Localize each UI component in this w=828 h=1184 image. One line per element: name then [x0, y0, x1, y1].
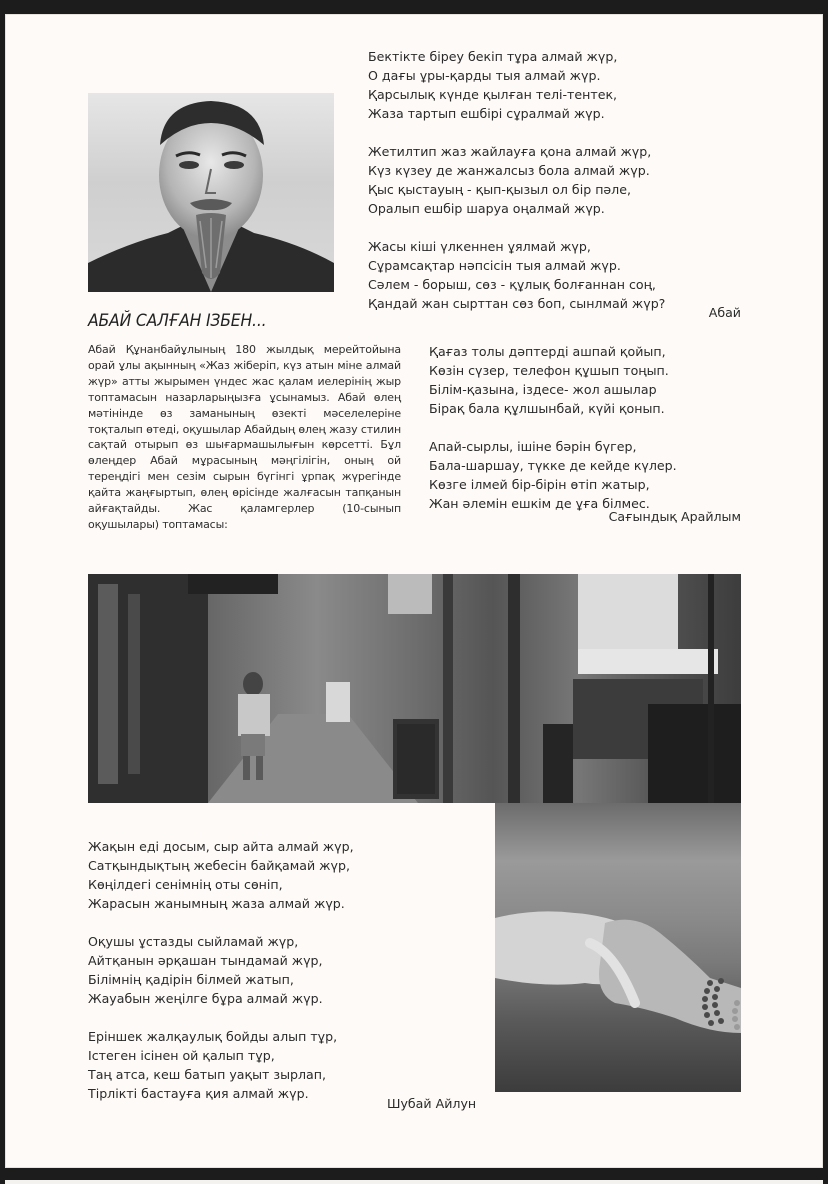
poem-line: Күз күзеу де жанжалсыз бола алмай жүр. — [368, 163, 650, 178]
poem-line: Таң атса, кеш батып уақыт зырлап, — [88, 1067, 327, 1082]
poem-line: Сұрамсақтар нәпсісін тыя алмай жүр. — [368, 258, 621, 273]
street-scene-icon — [88, 574, 741, 803]
poem-line: Көзге ілмей бір-бірін өтіп жатыр, — [429, 477, 650, 492]
article-heading: АБАЙ САЛҒАН ІЗБЕН... — [88, 311, 267, 331]
poem-line: Бірақ бала құлшынбай, күйі қонып. — [429, 401, 665, 416]
portrait-illustration-icon — [88, 93, 334, 292]
poem-line: Жарасын жанымның жаза алмай жүр. — [88, 896, 345, 911]
poem-line: Апай-сырлы, ішіне бәрін бүгер, — [429, 439, 637, 454]
poem-line: Сатқындықтың жебесін байқамай жүр, — [88, 858, 350, 873]
holding-hands-icon — [495, 803, 741, 1092]
article-intro: Абай Құнанбайұлының 180 жылдық мерейтойына орай ұлы ақынның «Жаз жіберіп, күз атын міне алмай жүр» атты жырымен үндес жас қалам иелерінің жыр топтамасын назарларыңызға ұсынамыз. Абай өлең мәтінінде өз заманының өзекті мәселелеріне тоқталып өтеді, оқушылар Абайдың өлең жазу стилин сақтай отырып өз шығармашылығын көрсетті. Бұл өлеңдер Абай мұрасының мәңгілігін, оның ой тереңдігі мен сезім сырын бүгінгі ұрпақ жүрегінде қайта жаңғыртып, өлең өрісінде жалғасын тапқанын айғақтайды. Жас қаламгерлер (10-сынып оқушылары) топтамасы: — [88, 343, 401, 531]
poem-line: Айтқанын әрқашан тындамай жүр, — [88, 953, 323, 968]
poem-abai — [368, 47, 665, 313]
poem-stanza — [368, 47, 665, 123]
poem-line: Жасы кіші үлкеннен ұялмай жүр, — [368, 239, 591, 254]
poem-stanza — [88, 1027, 354, 1103]
poem-line: Қарсылық күнде қылған телі-тентек, — [368, 87, 618, 102]
poem-line: Қандай жан сырттан сөз боп, сынлмай жүр? — [368, 296, 666, 311]
poem-line: Сәлем - борыш, сөз - құлық болғаннан соң, — [368, 277, 656, 292]
poem-line: О дағы ұры-қарды тыя алмай жүр. — [368, 68, 601, 83]
poem-stanza — [429, 342, 677, 418]
poem-stanza — [88, 932, 354, 1008]
poem-line: Қағаз толы дәптерді ашпай қойып, — [429, 344, 666, 359]
poem-line: Жаза тартып ешбірі сұралмай жүр. — [368, 106, 605, 121]
poem-line: Оқушы ұстазды сыйламай жүр, — [88, 934, 299, 949]
hands-photo — [495, 803, 741, 1092]
poem-line: Жауабын жеңілге бұра алмай жүр. — [88, 991, 323, 1006]
poem-line: Жақын еді досым, сыр айта алмай жүр, — [88, 839, 354, 854]
poem-stanza — [368, 142, 665, 218]
poem-line: Жан әлемін ешкім де ұға білмес. — [429, 496, 650, 511]
poem-line: Көңілдегі сенімнің оты сөніп, — [88, 877, 283, 892]
street-photo — [88, 574, 741, 803]
poem-line: Білімнің қадірін білмей жатып, — [88, 972, 294, 987]
portrait-image — [88, 93, 334, 292]
poem-arailym — [429, 342, 677, 513]
poem-ailun — [88, 837, 354, 1103]
poem-stanza — [429, 437, 677, 513]
poem-line: Жетилтип жаз жайлауға қона алмай жүр, — [368, 144, 652, 159]
poem-line: Оралып ешбір шаруа оңалмай жүр. — [368, 201, 605, 216]
poem-author-ailun: Шубай Айлун — [387, 1096, 477, 1111]
poem-author-arailym: Сағындық Арайлым — [608, 509, 741, 524]
poem-line: Бала-шаршау, түкке де кейде күлер. — [429, 458, 677, 473]
poem-line: Еріншек жалқаулық бойды алып тұр, — [88, 1029, 338, 1044]
poem-line: Тірлікті бастауға қия алмай жүр. — [88, 1086, 309, 1101]
poem-stanza — [88, 837, 354, 913]
poem-stanza — [368, 237, 665, 313]
poem-line: Көзін сүзер, телефон құшып тоңып. — [429, 363, 669, 378]
poem-line: Білім-қазына, іздесе- жол ашылар — [429, 382, 657, 397]
poem-line: Қыс қыстауың - қып-қызыл ол бір пәле, — [368, 182, 631, 197]
poem-line: Істеген ісінен ой қалып тұр, — [88, 1048, 275, 1063]
document-page — [5, 14, 823, 1168]
next-page-edge — [5, 1180, 823, 1184]
poem-line: Бектікте біреу бекіп тұра алмай жүр, — [368, 49, 618, 64]
poem-author-abai: Абай — [708, 305, 741, 320]
